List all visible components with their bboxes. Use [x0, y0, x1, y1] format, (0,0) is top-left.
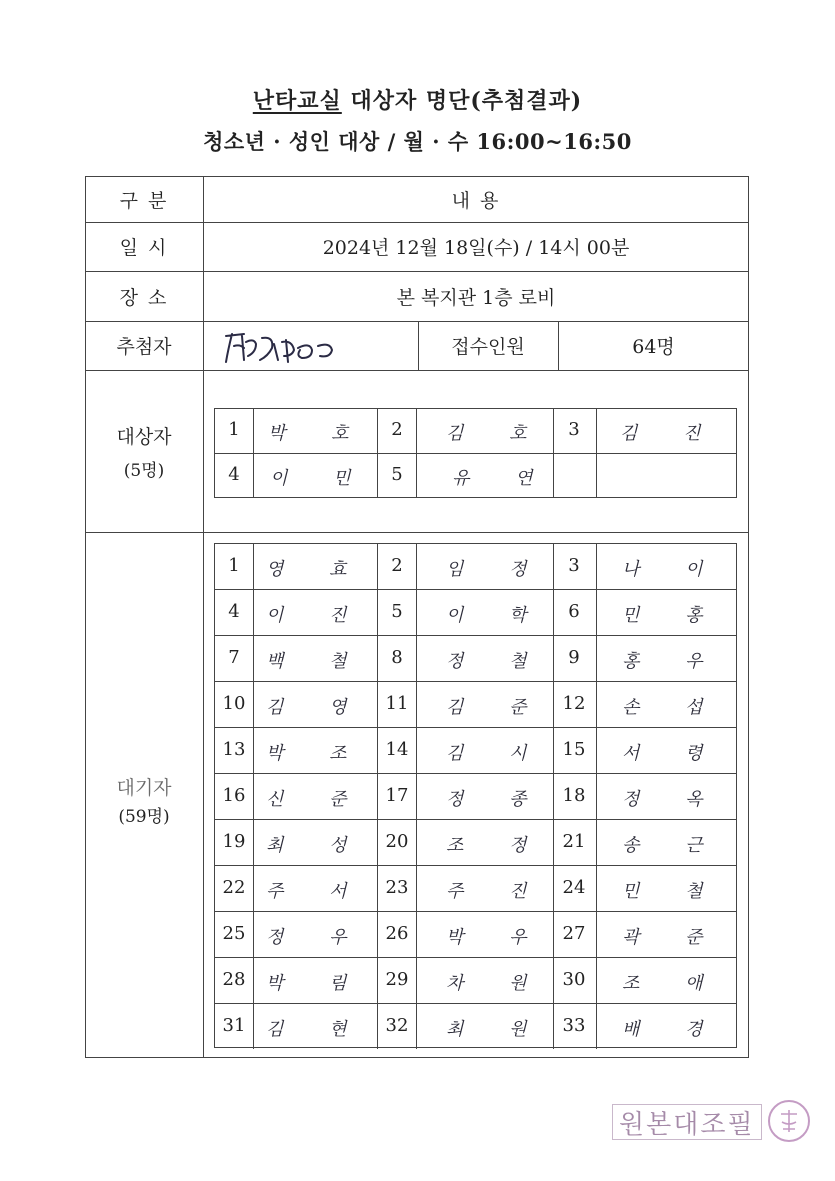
waitlist-no: 10 [222, 693, 246, 714]
selected-label: 대상자 [116, 425, 172, 448]
selected-no: 5 [391, 464, 403, 485]
waitlist-name: 주 진 [446, 881, 547, 902]
waitlist-name: 박 림 [266, 973, 367, 994]
waitlist-no: 33 [562, 1015, 586, 1036]
waitlist-name: 최 원 [446, 1019, 547, 1040]
waitlist-no: 20 [385, 831, 409, 852]
waitlist-no: 17 [385, 785, 409, 806]
waitlist-no: 5 [391, 601, 403, 622]
waitlist-name: 배 경 [622, 1019, 723, 1040]
waitlist-name: 신 준 [266, 789, 367, 810]
waitlist-name: 송 근 [622, 835, 723, 856]
grid-row-divider [214, 635, 737, 636]
waitlist-name: 정 철 [446, 651, 547, 672]
row-divider [85, 370, 749, 371]
waitlist-no: 31 [222, 1015, 246, 1036]
waitlist-name: 차 원 [446, 973, 547, 994]
waitlist-name: 손 섭 [622, 697, 723, 718]
waitlist-no: 28 [222, 969, 246, 990]
waitlist-name: 정 종 [446, 789, 547, 810]
waitlist-no: 12 [562, 693, 586, 714]
grid-row-divider [214, 819, 737, 820]
waitlist-no: 15 [562, 739, 586, 760]
place-value: 본 복지관 1층 로비 [396, 286, 556, 309]
applicants-value: 64명 [632, 336, 675, 358]
waitlist-name: 김 시 [446, 743, 547, 764]
waitlist-no: 2 [391, 555, 403, 576]
document-title [0, 84, 835, 115]
selected-name: 김 호 [446, 423, 547, 444]
waitlist-name: 최 성 [266, 835, 367, 856]
waitlist-name: 박 우 [446, 927, 547, 948]
selected-name: 박 호 [268, 423, 369, 444]
waitlist-name: 김 준 [446, 697, 547, 718]
grid-row-divider [214, 957, 737, 958]
datetime-label: 일 시 [119, 237, 169, 259]
title-underlined: 난타교실 [252, 88, 342, 114]
waitlist-name: 임 정 [446, 559, 547, 580]
waitlist-no: 27 [562, 923, 586, 944]
col-content-header: 내 용 [451, 189, 501, 212]
grid-row-divider [214, 681, 737, 682]
waitlist-name: 영 효 [266, 559, 367, 580]
selected-name: 이 민 [270, 468, 371, 489]
selected-no: 1 [228, 419, 240, 440]
waitlist-no: 4 [228, 601, 240, 622]
waitlist-name: 민 철 [622, 881, 723, 902]
waitlist-name: 민 홍 [622, 605, 723, 626]
row-divider [85, 532, 749, 533]
drawer-label: 추첨자 [116, 336, 172, 358]
grid-row-divider [214, 1003, 737, 1004]
original-copy-stamp: 원본대조필 [612, 1104, 762, 1140]
waitlist-name: 곽 준 [622, 927, 723, 948]
waitlist-no: 9 [568, 647, 580, 668]
waitlist-count: (59명) [118, 806, 170, 827]
waitlist-no: 22 [222, 877, 246, 898]
waitlist-name: 나 이 [622, 559, 723, 580]
waitlist-no: 11 [385, 693, 409, 714]
waitlist-no: 3 [568, 555, 580, 576]
grid-col-divider [596, 408, 597, 498]
selected-name: 김 진 [620, 423, 721, 444]
waitlist-name: 김 현 [266, 1019, 367, 1040]
grid-row-divider [214, 453, 737, 454]
waitlist-label: 대기자 [116, 776, 172, 799]
grid-row-divider [214, 773, 737, 774]
waitlist-no: 29 [385, 969, 409, 990]
title-rest: 대상자 명단(추첨결과) [341, 88, 583, 114]
applicants-label: 접수인원 [451, 336, 525, 358]
waitlist-no: 16 [222, 785, 246, 806]
waitlist-no: 26 [385, 923, 409, 944]
waitlist-name: 백 철 [266, 651, 367, 672]
waitlist-no: 32 [385, 1015, 409, 1036]
grid-row-divider [214, 911, 737, 912]
waitlist-no: 21 [562, 831, 586, 852]
waitlist-no: 13 [222, 739, 246, 760]
datetime-value: 2024년 12월 18일(수) / 14시 00분 [322, 237, 630, 259]
selected-name: 유 연 [452, 468, 553, 489]
waitlist-no: 19 [222, 831, 246, 852]
place-label: 장 소 [119, 286, 169, 309]
waitlist-no: 25 [222, 923, 246, 944]
waitlist-no: 14 [385, 739, 409, 760]
waitlist-name: 조 애 [622, 973, 723, 994]
waitlist-name: 정 옥 [622, 789, 723, 810]
waitlist-name: 이 학 [446, 605, 547, 626]
waitlist-no: 7 [228, 647, 240, 668]
waitlist-no: 23 [385, 877, 409, 898]
selected-count: (5명) [123, 460, 165, 481]
selected-no: 2 [391, 419, 403, 440]
selected-no: 4 [228, 464, 240, 485]
selected-no: 3 [568, 419, 580, 440]
waitlist-name: 박 조 [266, 743, 367, 764]
waitlist-name: 홍 우 [622, 651, 723, 672]
waitlist-name: 조 정 [446, 835, 547, 856]
document-subtitle: 청소년 · 성인 대상 / 월 · 수 16:00~16:50 [203, 129, 632, 154]
waitlist-no: 24 [562, 877, 586, 898]
waitlist-name: 이 진 [266, 605, 367, 626]
waitlist-name: 김 영 [266, 697, 367, 718]
seal-icon [768, 1100, 810, 1142]
waitlist-name: 정 우 [266, 927, 367, 948]
waitlist-no: 1 [228, 555, 240, 576]
grid-row-divider [214, 589, 737, 590]
col-label-header: 구 분 [119, 189, 169, 212]
waitlist-no: 30 [562, 969, 586, 990]
grid-row-divider [214, 727, 737, 728]
waitlist-no: 6 [568, 601, 580, 622]
grid-row-divider [214, 865, 737, 866]
waitlist-no: 8 [391, 647, 403, 668]
drawer-signature [222, 326, 352, 370]
grid-col-divider [596, 543, 597, 1049]
waitlist-name: 서 령 [622, 743, 723, 764]
waitlist-name: 주 서 [266, 881, 367, 902]
waitlist-no: 18 [562, 785, 586, 806]
